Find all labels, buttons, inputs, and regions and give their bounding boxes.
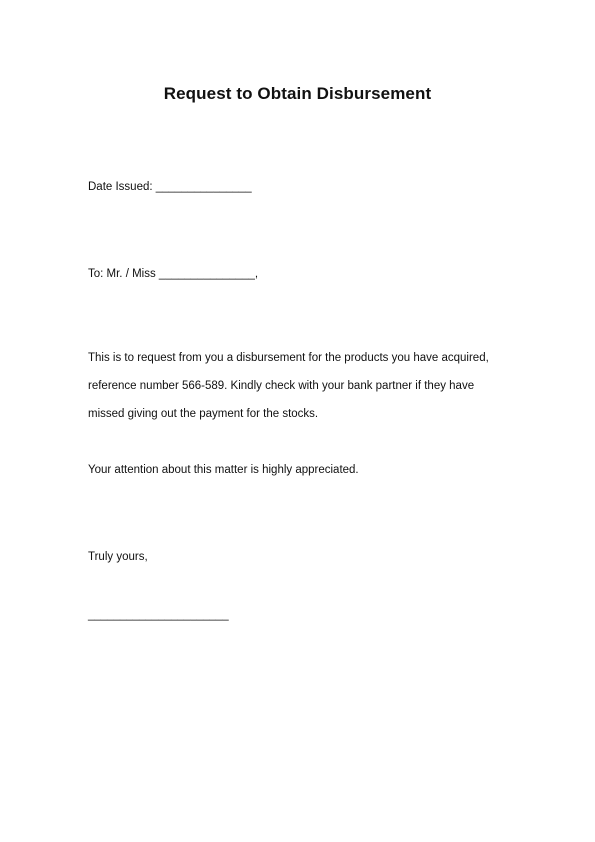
recipient-line: To: Mr. / Miss _______________,: [88, 268, 259, 280]
body-paragraph-line: reference number 566-589. Kindly check with your bank partner if they have: [88, 380, 475, 392]
signature-line: ______________________: [88, 609, 229, 621]
body-paragraph-line: This is to request from you a disbursement for the products you have acquired,: [88, 352, 489, 364]
appreciation-line: Your attention about this matter is highly appreciated.: [88, 464, 359, 476]
body-paragraph-line: missed giving out the payment for the stocks.: [88, 408, 319, 420]
document-title: Request to Obtain Disbursement: [163, 84, 432, 103]
date-issued-line: Date Issued: _______________: [88, 181, 252, 193]
closing-line: Truly yours,: [88, 551, 148, 563]
